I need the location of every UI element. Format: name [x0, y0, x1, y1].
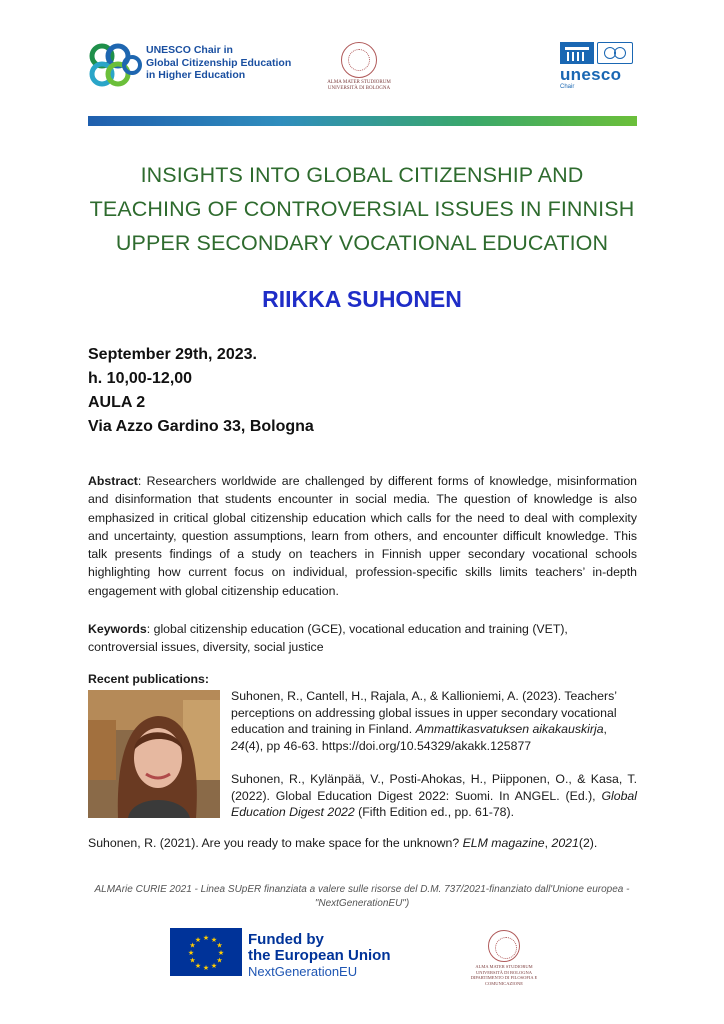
publication-1: [231, 688, 637, 754]
pub1-text: Suhonen, R., Cantell, H., Rajala, A., & Kallioniemi, A. (2023). Teachers’ perceptions on addressing global issues in upper secondary vocational education and training in Finland.: [231, 689, 617, 736]
pub3-magazine: ELM magazine: [462, 836, 545, 850]
pub3-issue: (2).: [578, 836, 598, 850]
caption-line: DIPARTIMENTO DI FILOSOFIA E COMUNICAZIONE: [470, 975, 538, 986]
svg-text:★: ★: [210, 936, 218, 944]
event-time: h. 10,00-12,00: [88, 370, 193, 387]
speaker-name: RIIKKA SUHONEN: [262, 286, 462, 312]
speaker-photo: [88, 690, 220, 818]
unesco-subtitle: Chair: [560, 84, 575, 90]
university-caption: [325, 80, 393, 92]
pub3-year: 2021: [551, 836, 579, 850]
abstract-text: : Researchers worldwide are challenged by different forms of knowledge, misinformation and disinformation that students encounter in social media. The question of knowledge is also emphasized in critical global citizenship education which calls for the need to deal with complexity and uncertainty, question assumptions, learn from others, and encounter difficult knowledge. This talk presents findings of a study on teachers in Finnish upper secondary vocational schools highlighting how current focus on individual, profession-specific skills limits teachers’ in-depth engagement with global citizenship education.: [88, 474, 637, 598]
abstract-label: Abstract: [88, 474, 138, 488]
event-title: [60, 158, 664, 260]
pub1-journal: Ammattikasvatuksen aikakauskirja: [415, 722, 604, 736]
publication-2: [231, 771, 637, 821]
department-logo: [454, 930, 554, 986]
publications-heading: Recent publications:: [88, 672, 209, 686]
department-caption: [454, 964, 554, 986]
chair-line: Global Citizenship Education: [146, 56, 292, 69]
speaker-portrait-icon: [88, 690, 220, 818]
keywords-label: Keywords: [88, 622, 147, 636]
pub2-title: Global Education Digest 2022: [231, 788, 637, 819]
pub2-text: Suhonen, R., Kylänpää, V., Posti-Ahokas, H., Piipponen, O., & Kasa, T. (2022). Global Education Digest 2022: Suomi. In ANGEL. (Ed.),: [231, 772, 637, 803]
unesco-temple-icon: [560, 42, 594, 64]
eu-line: Funded by: [248, 931, 324, 948]
event-room: AULA 2: [88, 394, 146, 411]
svg-text:★: ★: [202, 934, 210, 942]
header-divider: [88, 116, 637, 126]
svg-text:★: ★: [189, 941, 196, 950]
abstract: [88, 472, 637, 600]
svg-text:★: ★: [202, 964, 210, 972]
university-logo: [325, 42, 393, 92]
chair-name: [146, 44, 291, 82]
caption-line: ALMA MATER STUDIORUM: [475, 964, 533, 969]
svg-text:★: ★: [216, 956, 223, 965]
eu-flag-icon: [170, 928, 242, 976]
event-details: [88, 343, 314, 439]
pub3-sep: ,: [544, 836, 552, 850]
svg-text:★: ★: [187, 949, 195, 957]
event-date: September 29th, 2023.: [88, 346, 257, 363]
caption-line: UNIVERSITÀ DI BOLOGNA: [327, 86, 391, 91]
pub2-pages: (Fifth Edition ed., pp. 61-78).: [354, 805, 515, 819]
eu-stars-icon: [170, 928, 242, 976]
eu-funding-text: [248, 932, 391, 980]
unesco-wordmark: unesco: [560, 65, 622, 84]
event-address: Via Azzo Gardino 33, Bologna: [88, 418, 314, 435]
title-line: INSIGHTS INTO GLOBAL CITIZENSHIP AND: [140, 163, 584, 187]
svg-text:★: ★: [189, 956, 196, 965]
eu-line: NextGenerationEU: [248, 964, 358, 979]
publication-3: [88, 836, 597, 850]
svg-text:★: ★: [210, 962, 218, 970]
keywords: [88, 620, 637, 657]
eu-line: the European Union: [248, 947, 391, 964]
svg-text:★: ★: [194, 936, 202, 944]
chair-line: UNESCO Chair in: [146, 44, 233, 56]
pub3-text: Suhonen, R. (2021). Are you ready to make space for the unknown?: [88, 836, 463, 850]
funding-note: ALMArie CURIE 2021 - Linea SUpER finanziata a valere sulle risorse del D.M. 737/2021-finanziato dall'Unione europea - "NextGenerationEU"): [94, 884, 630, 909]
caption-line: ALMA MATER STUDIORUM: [327, 80, 391, 85]
keywords-text: : global citizenship education (GCE), vocational education and training (VET), controversial issues, diversity, social justice: [88, 622, 568, 655]
department-seal-icon: [488, 930, 520, 962]
chair-line: in Higher Education: [146, 69, 246, 81]
svg-text:★: ★: [217, 949, 225, 957]
svg-text:★: ★: [194, 962, 202, 970]
title-line: TEACHING OF CONTROVERSIAL ISSUES IN FINNISH: [89, 197, 635, 221]
pub1-sep: ,: [603, 722, 607, 736]
unitwin-chain-icon: [597, 42, 633, 64]
svg-text:★: ★: [216, 941, 223, 950]
pub1-volume: 24: [231, 738, 245, 753]
pub1-pages: (4), pp 46-63. https://doi.org/10.54329/akakk.125877: [244, 738, 532, 753]
chain-links-icon: [88, 42, 144, 90]
unesco-logo: [560, 42, 638, 90]
caption-line: UNIVERSITÀ DI BOLOGNA: [476, 969, 532, 975]
university-seal-icon: [341, 42, 377, 78]
title-line: UPPER SECONDARY VOCATIONAL EDUCATION: [115, 231, 609, 255]
